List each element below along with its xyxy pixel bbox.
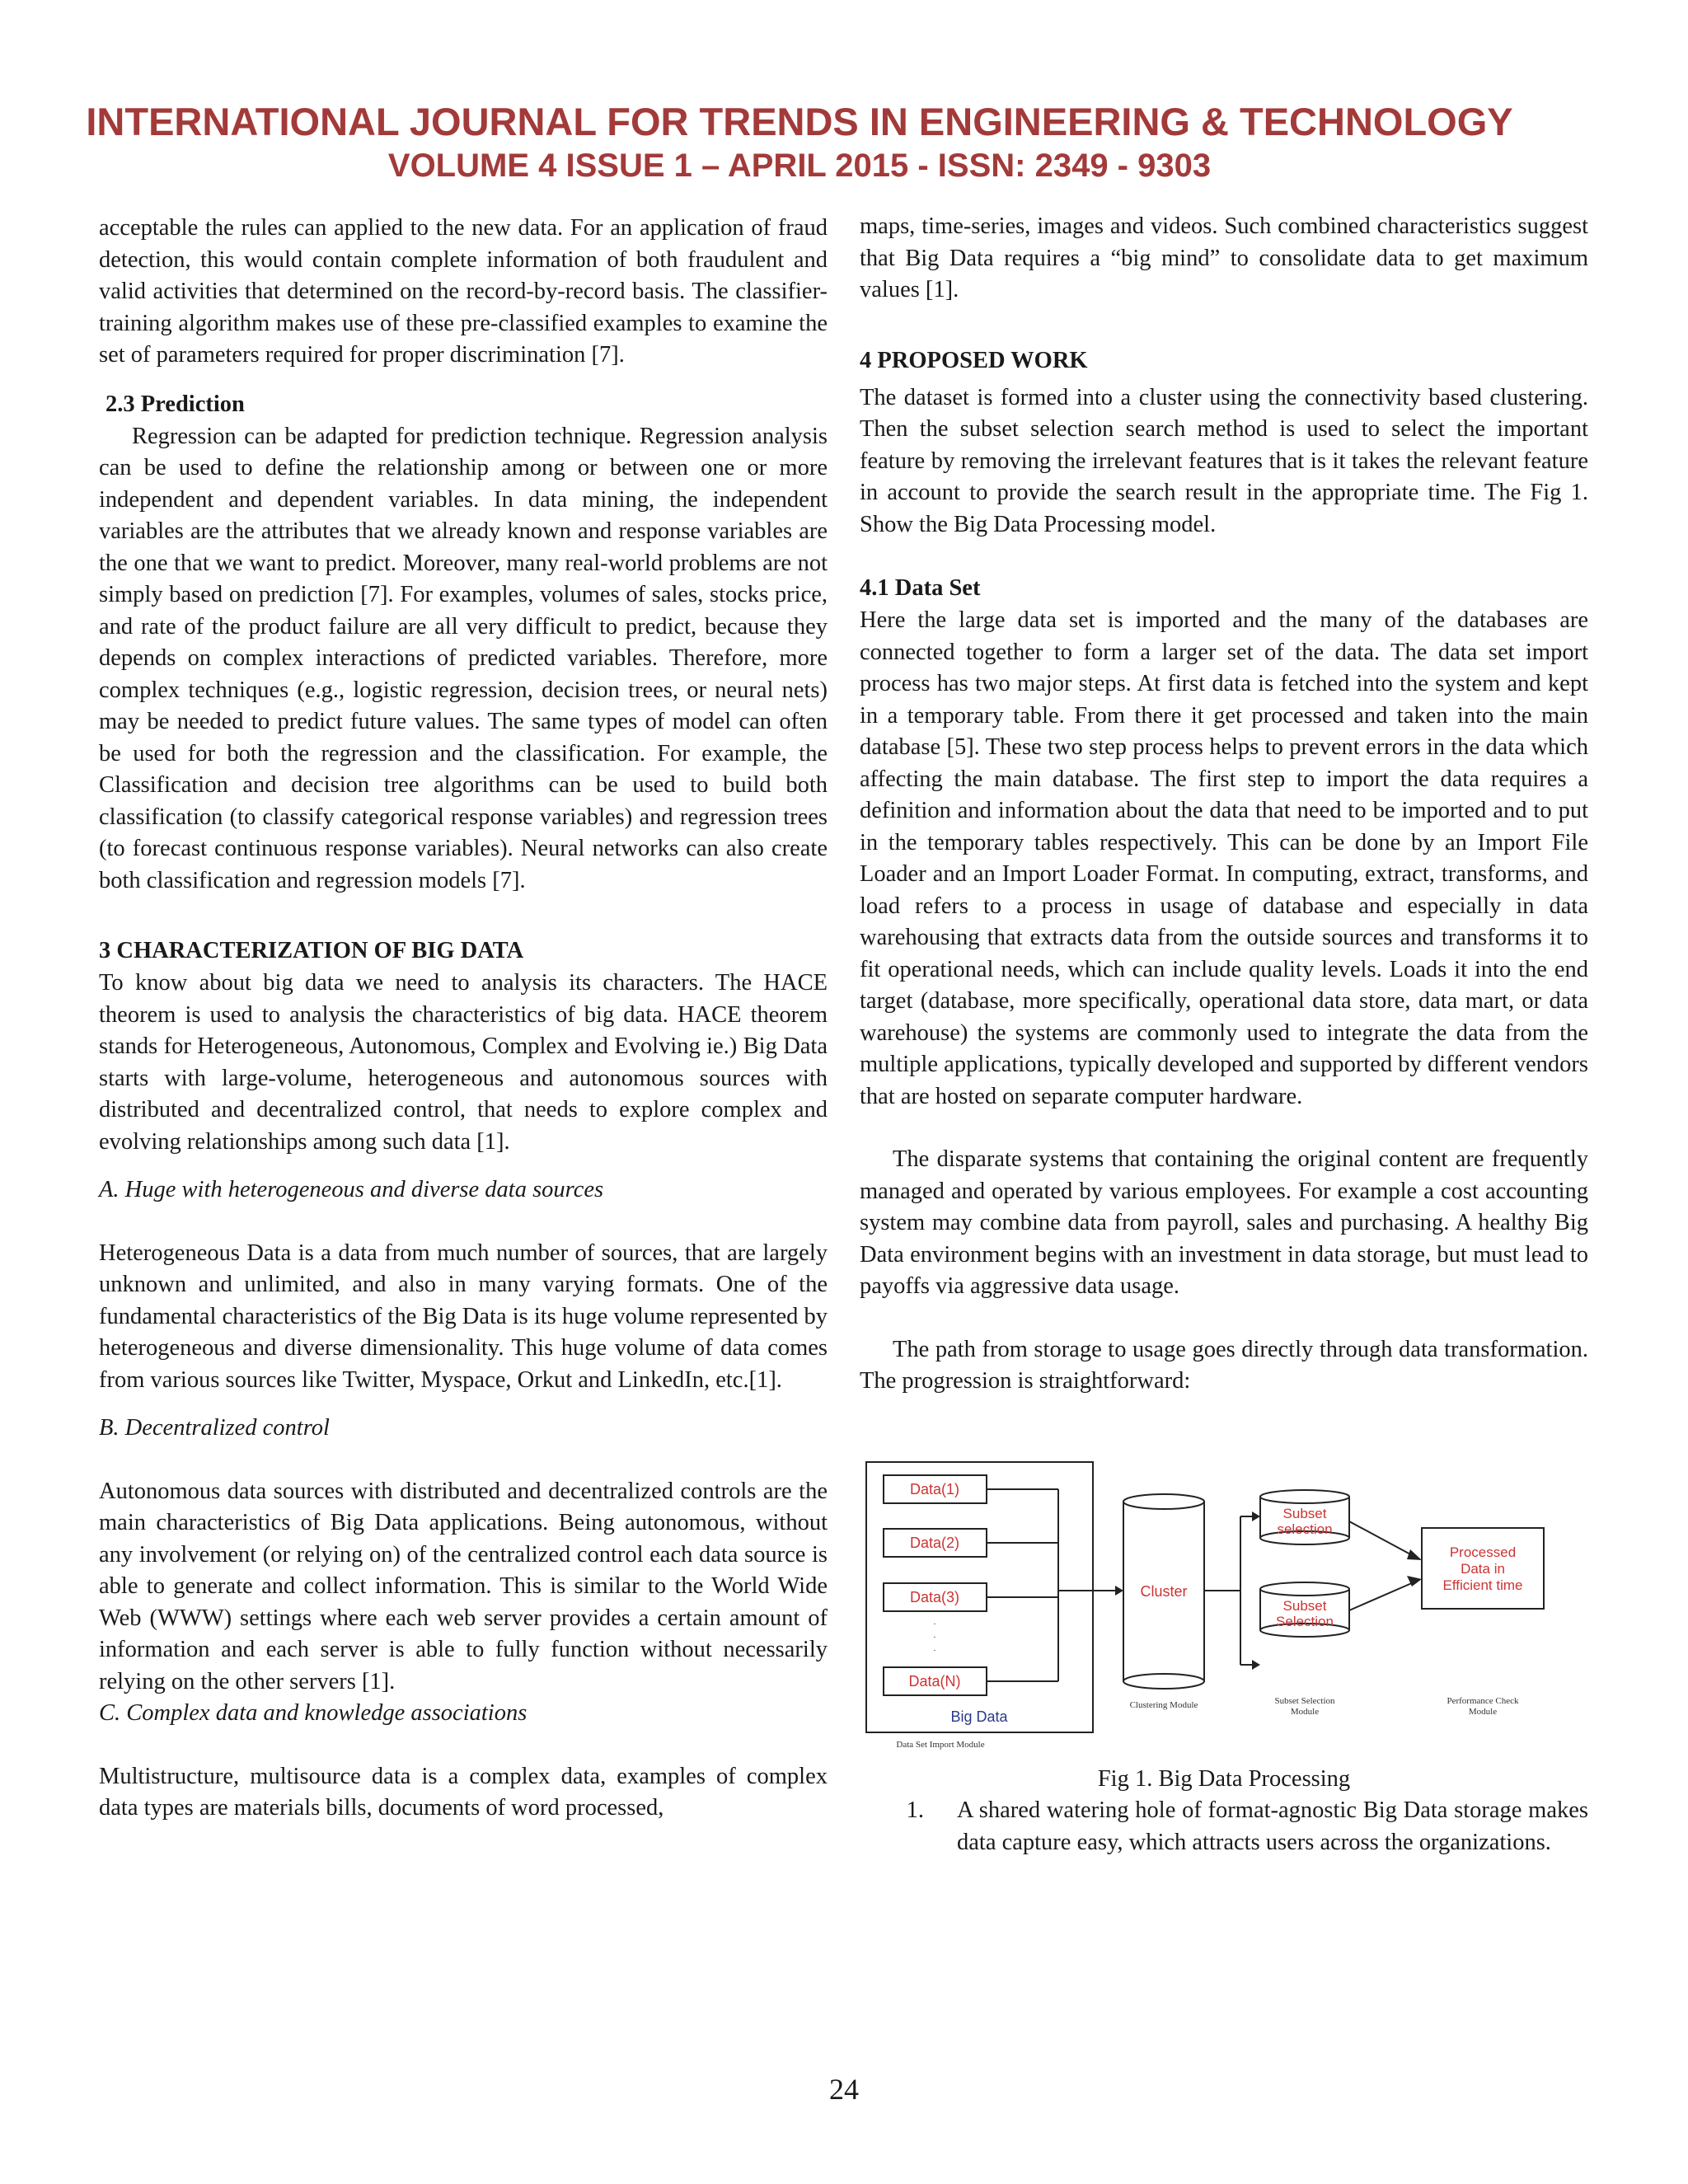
subset2-label-line1: Subset [1282, 1597, 1327, 1614]
figure-connector [1407, 1549, 1422, 1560]
ellipsis-dot: . [933, 1616, 936, 1627]
section-heading-data-set: 4.1 Data Set [860, 575, 981, 601]
list-number: 1. [906, 1797, 924, 1823]
cluster-label: Cluster [1140, 1582, 1188, 1600]
data1-label: Data(1) [909, 1480, 960, 1497]
subset-module-label-line2: Module [1290, 1706, 1320, 1717]
paragraph: Here the large data set is imported and the many of the databases are connected together to form a larger set of the data. The data set import process has two major steps. At first data is fetched into the system and kept in a temporary table. From there it get processed and taken into the main database [5]. These two step process helps to prevent errors in the data which affecting the main database. The first step to import the data requires a definition and information about the data that need to be imported and to put in the temporary tables respectively. This can be done by an Import File Loader and an Import Loader Format. In computing, extract, transforms, and load refers to a process in usage of database and especially in data warehousing that extracts data from the outside sources and transforms it to fit operational needs, which can include quality levels. Loads it into the end target (database, more specifically, operational data store, data mart, or data warehouse) the systems are commonly used to integrate the data from the multiple applications, typically developed and supported by different vendors that are hosted on separate computer hardware. [860, 607, 1588, 1109]
right-column [860, 211, 1588, 1858]
processed-label-line3: Efficient time [1442, 1577, 1523, 1593]
journal-volume: VOLUME 4 ISSUE 1 – APRIL 2015 - ISSN: 2349 - 9303 [387, 148, 1212, 184]
figure-caption: Fig 1. Big Data Processing [1097, 1765, 1351, 1792]
paragraph: acceptable the rules can applied to the new data. For an application of fraud detection, this would contain complete information of both fraudulent and valid activities that determined on the record-by-record basis. The classifier-training algorithm makes use of these pre-classified examples to examine the set of parameters required for proper discrimination [7]. [99, 215, 828, 368]
paragraph: Regression can be adapted for prediction technique. Regression analysis can be used to define the relationship among or between one or more independent and dependent variables. In data mining, the independent variables are the attributes that we already known and response variables are the one that we want to predict. Moreover, many real-world problems are not simply based on prediction [7]. For examples, volumes of sales, stocks price, and rate of the product failure are all very difficult to predict, because they depends on complex interactions of predicted variables. Therefore, more complex techniques (e.g., logistic regression, decision trees, or neural nets) may be needed to predict future values. The same types of model can often be used for both the regression and the classification. For example, the Classification and decision tree algorithms can be used to build both classification (to classify categorical response variables) and regression trees (to forecast continuous response variables). Neural networks can also create both classification and regression models [7]. [99, 423, 828, 893]
figure-connector [1349, 1582, 1414, 1610]
figure-connector [1252, 1660, 1260, 1670]
paragraph: maps, time-series, images and videos. Such combined characteristics suggest that Big Data requires a “big mind” to consolidate data to get maximum values [1]. [860, 213, 1588, 302]
subset-cylinder-2 [1260, 1582, 1349, 1596]
page-number: 24 [829, 2073, 859, 2106]
big-data-processing-figure [860, 1418, 1588, 1764]
figure-connector [1252, 1511, 1260, 1521]
data2-label: Data(2) [909, 1534, 960, 1551]
subset1-label-line2: selection [1277, 1521, 1333, 1537]
big-data-label: Big Data [950, 1708, 1008, 1725]
ellipsis-dot: . [933, 1629, 936, 1640]
list-item [860, 1795, 1588, 1858]
paragraph: The dataset is formed into a cluster using the connectivity based clustering. Then the subset selection search method is used to select the important feature by removing the irrelevant features that is it takes the relevant feature in account to provide the search result in the appropriate time. The Fig 1. Show the Big Data Processing model. [860, 384, 1588, 537]
subset-cylinder-1 [1260, 1490, 1349, 1503]
section-heading-proposed-work: 4 PROPOSED WORK [860, 347, 1088, 373]
subheading-a: A. Huge with heterogeneous and diverse data sources [99, 1177, 604, 1202]
paragraph: Multistructure, multisource data is a complex data, examples of complex data types are materials bills, documents of word processed, [99, 1763, 828, 1821]
journal-title: INTERNATIONAL JOURNAL FOR TRENDS IN ENGINEERING & TECHNOLOGY [86, 100, 1513, 143]
figure-connector [1349, 1521, 1414, 1556]
journal-header [0, 99, 1599, 186]
import-module-label: Data Set Import Module [896, 1739, 985, 1750]
subheading-c: C. Complex data and knowledge associations [99, 1700, 528, 1726]
clustering-module-label: Clustering Module [1129, 1699, 1198, 1710]
paragraph: To know about big data we need to analysis its characters. The HACE theorem is used to analysis the characteristics of big data. HACE theorem stands for Heterogeneous, Autonomous, Complex and Evolving ie.) Big Data starts with large-volume, heterogeneous and autonomous sources with distributed and decentralized control, that needs to explore complex and evolving relationships among such data [1]. [99, 970, 828, 1155]
figure-diagram [860, 1418, 1588, 1764]
paragraph: Autonomous data sources with distributed and decentralized controls are the main characteristics of Big Data applications. Being autonomous, without any involvement (or relying on) of the centralized control each data source is able to generate and collect information. This is similar to the World Wide Web (WWW) settings where each web server provides a certain amount of information and each server is able to fully function without necessarily relying on the other servers [1]. [99, 1478, 828, 1694]
performance-module-label-line2: Module [1468, 1706, 1498, 1717]
subset2-label-line2: Selection [1276, 1613, 1334, 1629]
list-text: A shared watering hole of format-agnostic Big Data storage makes data capture easy, which attracts users across the organizations. [957, 1797, 1588, 1855]
subset1-label-line1: Subset [1282, 1505, 1327, 1521]
figure-connector [1115, 1586, 1123, 1596]
dataN-label: Data(N) [908, 1672, 961, 1690]
cluster-cylinder [1123, 1494, 1204, 1509]
ellipsis-dot: . [933, 1643, 936, 1653]
subset-module-label-line1: Subset Selection [1274, 1695, 1335, 1706]
paragraph: Heterogeneous Data is a data from much number of sources, that are largely unknown and unlimited, and also in many varying formats. One of the fundamental characteristics of the Big Data is its huge volume represented by heterogeneous and diverse dimensionality. This huge volume of data comes from various sources like Twitter, Myspace, Orkut and LinkedIn, etc.[1]. [99, 1240, 828, 1393]
paragraph: The path from storage to usage goes directly through data transformation. The progression is straightforward: [860, 1336, 1588, 1394]
subheading-b: B. Decentralized control [99, 1415, 330, 1441]
processed-label-line2: Data in [1461, 1560, 1505, 1577]
processed-label-line1: Processed [1449, 1544, 1517, 1560]
section-heading-characterization: 3 CHARACTERIZATION OF BIG DATA [99, 938, 524, 963]
data3-label: Data(3) [909, 1588, 960, 1605]
left-column [99, 213, 828, 1825]
figure-connector [1123, 1674, 1204, 1689]
section-heading-prediction: 2.3 Prediction [106, 391, 245, 417]
paragraph: The disparate systems that containing the original content are frequently managed and operated by various employees. For example a cost accounting system may combine data from payroll, sales and purchasing. A healthy Big Data environment begins with an investment in data storage, but must lead to payoffs via aggressive data usage. [860, 1146, 1588, 1299]
performance-module-label-line1: Performance Check [1447, 1695, 1519, 1706]
